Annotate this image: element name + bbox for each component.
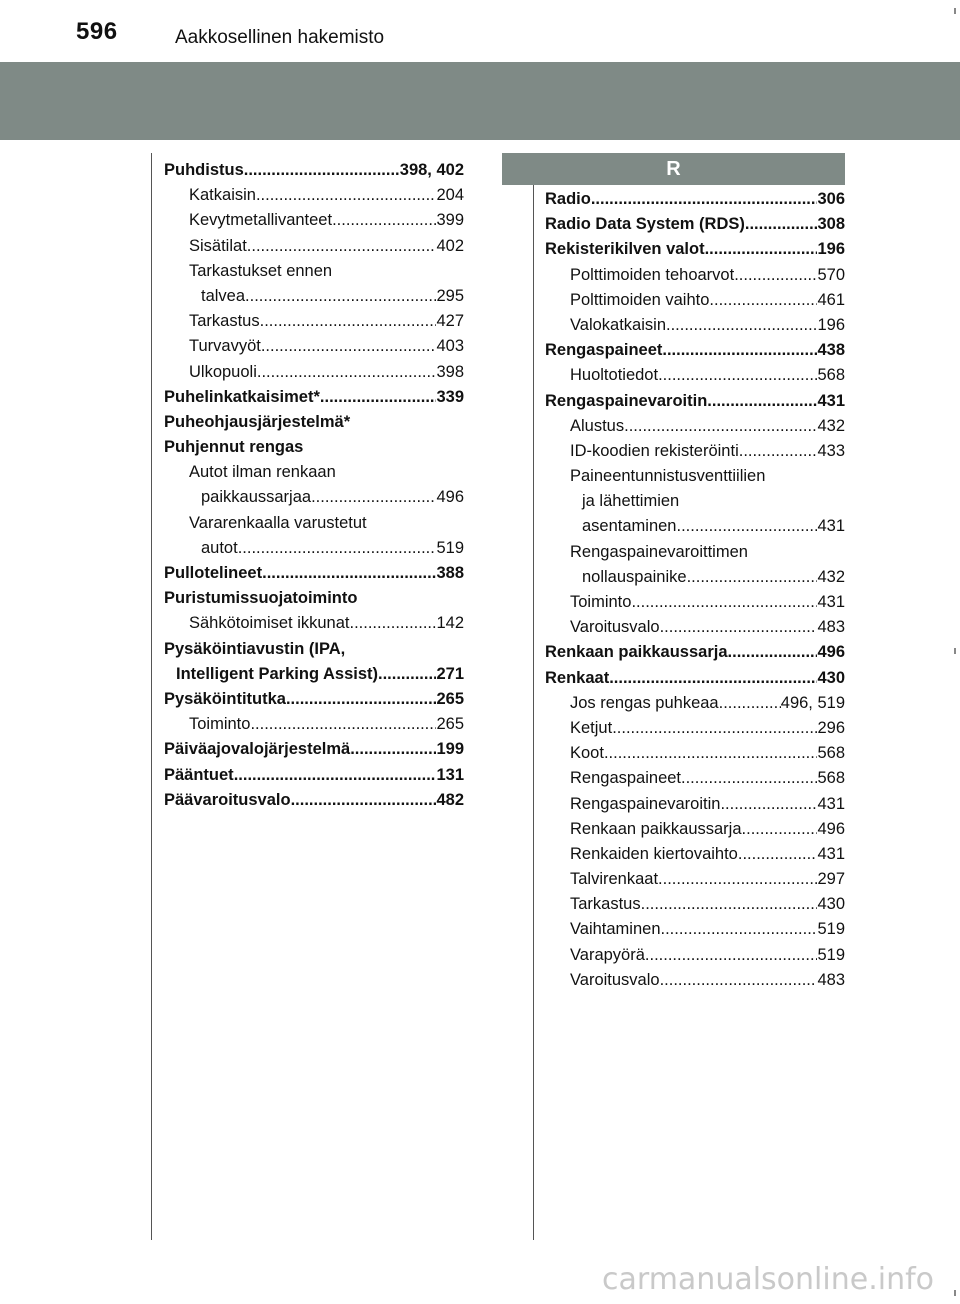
index-entry	[545, 212, 845, 237]
index-subentry	[545, 263, 845, 288]
index-subentry	[164, 712, 464, 737]
dot-leader	[676, 514, 817, 539]
index-subentry	[545, 691, 845, 716]
index-entry	[164, 561, 464, 586]
index-entry	[164, 385, 464, 410]
dot-leader	[666, 313, 817, 338]
index-entry	[545, 389, 845, 414]
crop-mark	[954, 648, 956, 654]
dot-leader	[291, 788, 437, 813]
entry-page-number: 199	[436, 740, 464, 759]
entry-page-number: 496	[817, 643, 845, 662]
entry-page-number: 297	[817, 870, 845, 889]
entry-term: ja lähettimien	[582, 492, 680, 511]
index-subentry	[545, 716, 845, 741]
entry-page-number: 570	[817, 265, 845, 284]
index-entry	[164, 637, 464, 662]
entry-term: Sähkötoimiset ikkunat	[189, 614, 350, 633]
dot-leader	[591, 187, 818, 212]
index-subentry	[164, 360, 464, 385]
index-entry	[545, 237, 845, 262]
entry-term: Rengaspainevaroitin	[570, 794, 721, 813]
entry-term: Ketjut	[570, 718, 613, 737]
entry-page-number: 430	[817, 895, 845, 914]
index-subentry	[164, 536, 464, 561]
dot-leader	[260, 309, 437, 334]
dot-leader	[320, 385, 437, 410]
entry-term: Valokatkaisin	[570, 315, 666, 334]
entry-term: Renkaat	[545, 668, 610, 687]
entry-term: Vararenkaalla varustetut	[189, 513, 367, 532]
index-subentry	[545, 792, 845, 817]
entry-term: Huoltotiedot	[570, 366, 659, 385]
crop-mark	[954, 1290, 956, 1296]
index-subentry	[545, 464, 845, 489]
dot-leader	[250, 712, 436, 737]
index-subentry	[545, 892, 845, 917]
entry-page-number: 296	[817, 718, 845, 737]
entry-term: Rengaspaineet	[570, 769, 682, 788]
dot-leader	[244, 158, 400, 183]
entry-term: Vaihtaminen	[570, 920, 661, 939]
index-entry	[164, 737, 464, 762]
entry-page-number: 398, 402	[399, 161, 464, 179]
dot-leader	[604, 741, 818, 766]
index-subentry	[545, 540, 845, 565]
entry-term: Puhelinkatkaisimet*	[164, 387, 320, 406]
entry-term: Talvirenkaat	[570, 870, 659, 889]
entry-page-number: 142	[436, 614, 464, 633]
entry-page-number: 432	[817, 416, 845, 435]
dot-leader	[662, 338, 817, 363]
entry-page-number: 568	[817, 366, 845, 385]
entry-term: Renkaan paikkaussarja	[545, 643, 728, 662]
index-entry	[164, 435, 464, 460]
entry-term: Kevytmetallivanteet	[189, 211, 333, 230]
index-subentry	[545, 414, 845, 439]
entry-page-number: 496, 519	[780, 693, 845, 712]
index-subentry	[545, 363, 845, 388]
index-subentry	[164, 485, 464, 510]
entry-term: Radio Data System (RDS)	[545, 215, 745, 234]
dot-leader	[612, 716, 817, 741]
entry-term: Pääntuet	[164, 765, 234, 784]
entry-page-number: 496	[817, 819, 845, 838]
index-subentry	[545, 288, 845, 313]
entry-term: Tarkastus	[570, 895, 641, 914]
entry-term: Puhjennut rengas	[164, 438, 304, 457]
entry-page-number: 402	[436, 236, 464, 255]
index-subentry	[164, 611, 464, 636]
entry-page-number: 433	[817, 441, 845, 460]
entry-page-number: 568	[817, 744, 845, 763]
index-subentry	[164, 234, 464, 259]
index-entry	[545, 666, 845, 691]
index-subentry	[164, 183, 464, 208]
dot-leader	[719, 691, 781, 716]
header-band	[0, 62, 960, 140]
index-entry	[545, 640, 845, 665]
dot-leader	[687, 565, 818, 590]
dot-leader	[658, 867, 817, 892]
dot-leader	[311, 485, 436, 510]
entry-page-number: 438	[817, 341, 845, 360]
index-entry	[164, 662, 464, 687]
section-letter-header: R	[502, 153, 845, 185]
index-subentry	[164, 259, 464, 284]
entry-page-number: 483	[817, 618, 845, 637]
entry-term: Ulkopuoli	[189, 362, 257, 381]
dot-leader	[261, 334, 437, 359]
entry-term: Rengaspainevaroitin	[545, 391, 708, 410]
entry-page-number: 196	[817, 240, 845, 259]
entry-term: Puhdistus	[164, 161, 244, 179]
dot-leader	[742, 817, 818, 842]
entry-page-number: 388	[436, 564, 464, 582]
index-subentry	[545, 943, 845, 968]
entry-page-number: 496	[436, 488, 464, 507]
entry-term: Puheohjausjärjestelmä*	[164, 412, 351, 431]
entry-page-number: 483	[817, 970, 845, 989]
entry-page-number: 403	[436, 337, 464, 356]
entry-term: Varapyörä	[570, 945, 645, 964]
index-entry	[164, 586, 464, 611]
dot-leader	[262, 561, 436, 586]
index-subentry	[545, 615, 845, 640]
dot-leader	[734, 263, 817, 288]
entry-term: Toiminto	[189, 715, 251, 734]
entry-page-number: 131	[436, 765, 464, 784]
crop-mark	[954, 8, 956, 14]
index-subentry	[545, 565, 845, 590]
entry-page-number: 427	[436, 312, 464, 331]
dot-leader	[350, 737, 436, 762]
entry-page-number: 306	[817, 190, 845, 208]
entry-term: nollauspainike	[582, 567, 687, 586]
entry-term: Rengaspainevaroittimen	[570, 542, 748, 561]
column-divider-left	[151, 153, 152, 1240]
dot-leader	[681, 766, 817, 791]
entry-page-number: 431	[817, 794, 845, 813]
entry-term: Sisätilat	[189, 236, 247, 255]
entry-term: Päävaroitusvalo	[164, 790, 291, 809]
entry-term: Puristumissuojatoiminto	[164, 589, 358, 608]
dot-leader	[238, 536, 437, 561]
index-subentry	[164, 511, 464, 536]
entry-term: Renkaiden kiertovaihto	[570, 844, 738, 863]
dot-leader	[739, 439, 818, 464]
entry-term: Turvavyöt	[189, 337, 261, 356]
entry-page-number: 431	[817, 844, 845, 863]
entry-term: Alustus	[570, 416, 625, 435]
entry-page-number: 519	[817, 920, 845, 939]
entry-term: Intelligent Parking Assist)	[176, 664, 379, 683]
entry-term: Jos rengas puhkeaa	[570, 693, 719, 712]
entry-page-number: 265	[436, 715, 464, 734]
entry-page-number: 339	[436, 387, 464, 406]
dot-leader	[709, 288, 817, 313]
entry-page-number: 431	[817, 593, 845, 611]
entry-term: paikkaussarjaa	[201, 488, 312, 507]
entry-term: Pysäköintitutka	[164, 689, 286, 708]
entry-term: Polttimoiden vaihto	[570, 290, 710, 309]
index-subentry	[545, 917, 845, 942]
entry-page-number: 431	[817, 391, 845, 410]
entry-page-number: 196	[817, 315, 845, 334]
dot-leader	[660, 968, 818, 993]
index-subentry	[545, 766, 845, 791]
entry-term: Tarkastukset ennen	[189, 261, 333, 280]
index-subentry	[164, 309, 464, 334]
dot-leader	[378, 662, 436, 687]
entry-term: talvea	[201, 286, 246, 305]
index-subentry	[164, 284, 464, 309]
index-subentry	[545, 968, 845, 993]
entry-page-number: 398	[436, 362, 464, 381]
page-title: Aakkosellinen hakemisto	[175, 27, 385, 48]
entry-page-number: 519	[817, 945, 845, 964]
dot-leader	[609, 666, 817, 691]
entry-page-number: 399	[436, 211, 464, 230]
watermark: carmanualsonline.info	[602, 1262, 934, 1297]
entry-page-number: 461	[817, 290, 845, 309]
entry-term: Toiminto	[570, 593, 632, 611]
dot-leader	[661, 917, 818, 942]
dot-leader	[658, 363, 817, 388]
dot-leader	[234, 763, 437, 788]
entry-term: Renkaan paikkaussarja	[570, 819, 742, 838]
page-number: 596	[76, 18, 118, 45]
dot-leader	[645, 943, 818, 968]
index-subentry	[545, 590, 845, 615]
dot-leader	[245, 284, 436, 309]
entry-term: Pullotelineet	[164, 564, 263, 582]
index-subentry	[545, 842, 845, 867]
index-subentry	[545, 817, 845, 842]
entry-term: asentaminen	[582, 517, 677, 536]
dot-leader	[256, 183, 437, 208]
dot-leader	[705, 237, 818, 262]
entry-term: autot	[201, 538, 238, 557]
entry-term: Autot ilman renkaan	[189, 463, 336, 482]
index-subentry	[545, 439, 845, 464]
entry-page-number: 271	[436, 664, 464, 683]
entry-page-number: 308	[817, 215, 845, 234]
index-entry	[164, 763, 464, 788]
index-subentry	[164, 208, 464, 233]
entry-term: Polttimoiden tehoarvot	[570, 265, 735, 284]
entry-term: Rengaspaineet	[545, 341, 663, 360]
entry-page-number: 295	[436, 286, 464, 305]
entry-term: Katkaisin	[189, 186, 256, 205]
dot-leader	[738, 842, 818, 867]
dot-leader	[660, 615, 818, 640]
entry-term: Paineentunnistusventtiilien	[570, 467, 766, 486]
dot-leader	[257, 360, 437, 385]
index-entry	[164, 788, 464, 813]
dot-leader	[707, 389, 817, 414]
entry-page-number: 265	[436, 689, 464, 708]
entry-term: ID-koodien rekisteröinti	[570, 441, 739, 460]
index-subentry	[545, 741, 845, 766]
index-entry	[545, 338, 845, 363]
index-entry	[164, 158, 464, 183]
index-entry	[545, 187, 845, 212]
entry-page-number: 519	[436, 538, 464, 557]
entry-term: Varoitusvalo	[570, 618, 660, 637]
dot-leader	[745, 212, 818, 237]
dot-leader	[631, 590, 817, 615]
entry-term: Pysäköintiavustin (IPA,	[164, 639, 346, 658]
entry-page-number: 204	[436, 186, 464, 205]
index-entry	[164, 410, 464, 435]
index-subentry	[545, 514, 845, 539]
dot-leader	[350, 611, 437, 636]
dot-leader	[720, 792, 817, 817]
dot-leader	[332, 208, 436, 233]
column-divider-middle	[533, 153, 534, 1240]
entry-term: Koot	[570, 744, 604, 763]
dot-leader	[641, 892, 818, 917]
entry-term: Päiväajovalojärjestelmä	[164, 740, 351, 759]
entry-term: Radio	[545, 190, 591, 208]
page-header	[0, 0, 960, 58]
entry-page-number: 430	[817, 668, 845, 687]
index-subentry	[164, 460, 464, 485]
entry-term: Tarkastus	[189, 312, 260, 331]
dot-leader	[728, 640, 818, 665]
entry-page-number: 568	[817, 769, 845, 788]
entry-page-number: 431	[817, 517, 845, 536]
entry-term: Varoitusvalo	[570, 970, 660, 989]
index-subentry	[545, 313, 845, 338]
dot-leader	[247, 234, 437, 259]
index-subentry	[164, 334, 464, 359]
entry-page-number: 482	[436, 790, 464, 809]
dot-leader	[286, 687, 437, 712]
index-column-right	[545, 187, 845, 993]
index-column-left	[164, 158, 464, 813]
entry-page-number: 432	[817, 567, 845, 586]
index-subentry	[545, 867, 845, 892]
dot-leader	[624, 414, 817, 439]
index-subentry	[545, 489, 845, 514]
index-entry	[164, 687, 464, 712]
entry-term: Rekisterikilven valot	[545, 240, 705, 259]
